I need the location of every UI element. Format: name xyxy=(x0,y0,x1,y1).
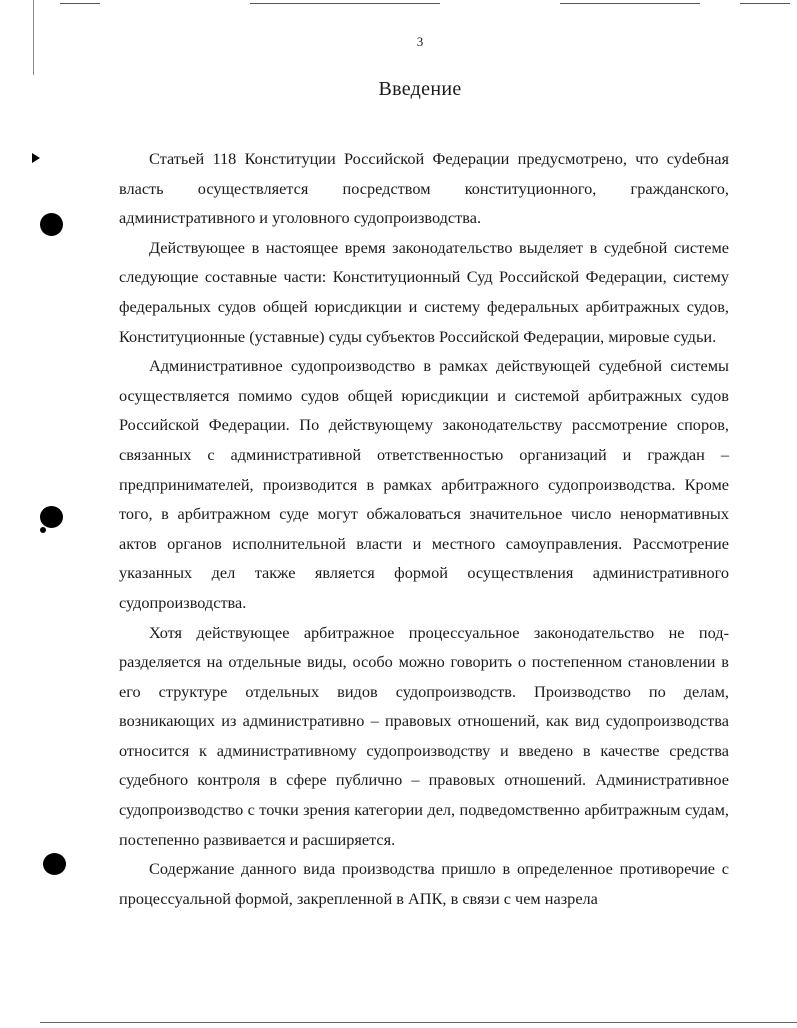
punch-hole-1 xyxy=(40,213,63,236)
top-rule-middle xyxy=(250,3,440,4)
top-rule-far-right xyxy=(740,3,790,4)
paragraph-2: Действующее в настоящее время законодательство выделяет в судебной системе следующие составные части: Конституционный Суд Российской Федерации, систему федеральных судов общей юрисдикции и систему федеральных арбитражных судов, Конституционные (уставные) суды субъектов Российской Федерации, мировые судьи. xyxy=(119,237,729,346)
margin-mark-icon xyxy=(32,153,40,163)
top-rule-right xyxy=(560,3,700,4)
document-body xyxy=(119,144,729,913)
punch-hole-2-tail xyxy=(40,527,46,533)
punch-hole-3 xyxy=(43,853,66,875)
paragraph-3: Административное судопроизводство в рамках действующей судебной системы осуществляется помимо судов общей юрисдикции и системой арбитражных судов Российской Федерации. По действующему законодательству рассмотрение споров, связанных с административной ответственностью организаций и граждан – предпринимателей, производится в рамках арбитражного судопроизводства. Кроме того, в арбитражном суде могут обжаловаться значительное число ненормативных актов органов исполнительной власти и местного самоуправления. Рассмотрение указанных дел также является формой осуществления административного судопроизводства. xyxy=(119,356,729,612)
section-title: Введение xyxy=(378,78,462,100)
page-number: 3 xyxy=(416,34,424,49)
paragraph-1: Статьей 118 Конституции Российской Федерации предусмотрено, что суdебная власть осуществляется посредством конституционного, гражданского, административного и уголовного судопроизводства. xyxy=(119,149,729,228)
paragraph-4: Хотя действующее арбитражное процессуальное законодательство не подразделяется на отдельные виды, особо можно говорить о постепенном становлении в его структуре отдельных видов судопроизводств. Производство по делам, возникающих из административно – правовых отношений, как вид судопроизводства относится к административному судопроизводству и введено в качестве средства судебного контроля в сфере публично – правовых отношений. Административное судопроизводство с точки зрения категории дел, подведомственно арбитражным судам, постепенно развивается и расширяется. xyxy=(119,622,729,849)
paragraph-5: Содержание данного вида производства пришло в определенное противоречие с процессуальной формой, закрепленной в АПК, в связи с чем назрела xyxy=(119,859,729,908)
bottom-rule xyxy=(40,1022,797,1023)
top-rule-left xyxy=(60,3,100,4)
punch-hole-2 xyxy=(40,506,63,528)
